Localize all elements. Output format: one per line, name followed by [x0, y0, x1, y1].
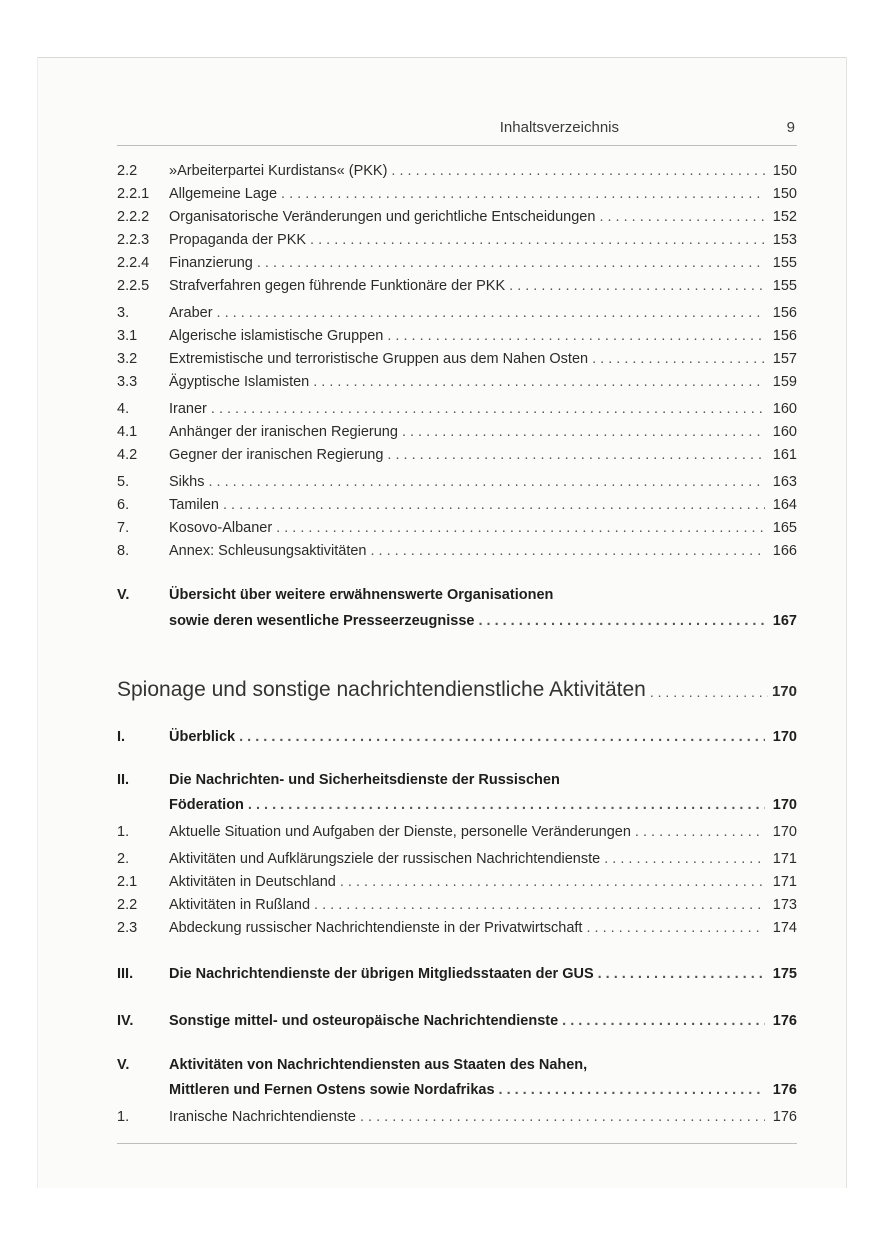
entry-number: 5.: [117, 474, 130, 490]
entry-page: 155: [772, 255, 797, 271]
entry-page: 153: [772, 232, 797, 248]
entry-number: 1.: [117, 1109, 130, 1125]
entry-title: Kosovo-Albaner: [169, 520, 273, 536]
toc-entry[interactable]: [117, 227, 797, 249]
entry-page: 164: [772, 497, 797, 513]
entry-title: Tamilen: [169, 497, 219, 513]
entry-title: Iraner: [169, 401, 207, 417]
toc-entry-part-v[interactable]: [117, 608, 797, 630]
toc-entry[interactable]: [117, 846, 797, 868]
leader-dots: [592, 350, 765, 368]
leader-dots: [314, 896, 765, 914]
leader-dots: [586, 919, 765, 937]
entry-number: 2.: [117, 851, 130, 867]
toc-entry[interactable]: [117, 538, 797, 560]
toc-entry[interactable]: [117, 323, 797, 345]
entry-number: 3.1: [117, 328, 138, 344]
entry-title: Allgemeine Lage: [169, 186, 278, 202]
entry-page: 176: [772, 1109, 797, 1125]
entry-number: 1.: [117, 824, 130, 840]
leader-dots: [635, 823, 765, 841]
part-title: Die Nachrichtendienste der übrigen Mitgliedsstaaten der GUS: [169, 966, 594, 982]
toc-entry[interactable]: [117, 204, 797, 226]
entry-title: Extremistische und terroristische Gruppen aus dem Nahen Osten: [169, 351, 589, 367]
entry-number: 3.3: [117, 374, 138, 390]
leader-dots: [402, 423, 765, 441]
part-number: II.: [117, 772, 130, 788]
entry-title: Anhänger der iranischen Regierung: [169, 424, 398, 440]
toc-entry[interactable]: [117, 181, 797, 203]
header-page-number: 9: [786, 119, 795, 136]
part-number: I.: [117, 729, 126, 745]
entry-page: 170: [772, 824, 797, 840]
entry-page: 171: [772, 874, 797, 890]
leader-dots: [276, 519, 765, 537]
toc-entry[interactable]: [117, 300, 797, 322]
entry-page: 157: [772, 351, 797, 367]
part-title-line2: Föderation: [169, 797, 244, 813]
entry-page: 163: [772, 474, 797, 490]
toc-entry[interactable]: [117, 396, 797, 418]
toc-entry[interactable]: [117, 469, 797, 491]
leader-dots: [360, 1108, 765, 1126]
part-title-line2: sowie deren wesentliche Presseerzeugnisse: [169, 613, 475, 629]
toc-entry[interactable]: [117, 515, 797, 537]
entry-title: »Arbeiterpartei Kurdistans« (PKK): [169, 163, 388, 179]
toc-entry-part-i[interactable]: [117, 724, 797, 746]
leader-dots: [223, 496, 765, 514]
entry-title: Abdeckung russischer Nachrichtendienste in der Privatwirtschaft: [169, 920, 583, 936]
entry-number: 3.2: [117, 351, 138, 367]
header-rule: [117, 145, 797, 146]
entry-page: 176: [772, 1082, 797, 1098]
entry-number: 2.2.3: [117, 232, 150, 248]
toc-entry-part-ii[interactable]: [117, 792, 797, 814]
entry-title: Iranische Nachrichtendienste: [169, 1109, 356, 1125]
toc-entry[interactable]: [117, 158, 797, 180]
entry-page: 171: [772, 851, 797, 867]
leader-dots: [208, 473, 765, 491]
entry-page: 152: [772, 209, 797, 225]
part-number: IV.: [117, 1013, 134, 1029]
entry-page: 155: [772, 278, 797, 294]
leader-dots: [313, 373, 765, 391]
entry-page: 165: [772, 520, 797, 536]
entry-number: 2.2: [117, 163, 138, 179]
leader-dots: [598, 965, 765, 983]
leader-dots: [387, 327, 765, 345]
leader-dots: [562, 1012, 765, 1030]
entry-page: 160: [772, 424, 797, 440]
leader-dots: [499, 1081, 765, 1099]
entry-page: 166: [772, 543, 797, 559]
section-title: Spionage und sonstige nachrichtendienstliche Aktivitäten: [117, 678, 646, 701]
toc-entry-part-v[interactable]: [117, 1077, 797, 1099]
leader-dots: [650, 682, 768, 702]
entry-title: Gegner der iranischen Regierung: [169, 447, 384, 463]
toc-entry[interactable]: [117, 819, 797, 841]
entry-title: Organisatorische Veränderungen und gerichtliche Entscheidungen: [169, 209, 596, 225]
leader-dots: [509, 277, 765, 295]
leader-dots: [217, 304, 765, 322]
entry-title: Aktivitäten in Deutschland: [169, 874, 336, 890]
section-page: 170: [771, 683, 797, 700]
entry-page: 170: [772, 797, 797, 813]
entry-number: 2.2.1: [117, 186, 150, 202]
entry-page: 159: [772, 374, 797, 390]
toc-entry[interactable]: [117, 492, 797, 514]
entry-number: 2.1: [117, 874, 138, 890]
leader-dots: [371, 542, 766, 560]
toc-entry[interactable]: [117, 892, 797, 914]
part-number: V.: [117, 1057, 130, 1073]
entry-number: 3.: [117, 305, 130, 321]
part-title-line1: Die Nachrichten- und Sicherheitsdienste der Russischen: [169, 772, 560, 788]
entry-number: 2.2: [117, 897, 138, 913]
part-title: Überblick: [169, 729, 236, 745]
running-header: [117, 119, 797, 143]
entry-page: 173: [772, 897, 797, 913]
toc-entry[interactable]: [117, 273, 797, 295]
leader-dots: [599, 208, 765, 226]
entry-number: 2.2.4: [117, 255, 150, 271]
entry-number: 2.2.2: [117, 209, 150, 225]
leader-dots: [248, 796, 765, 814]
entry-page: 150: [772, 163, 797, 179]
entry-page: 176: [772, 1013, 797, 1029]
entry-page: 150: [772, 186, 797, 202]
section-heading[interactable]: [117, 672, 797, 702]
leader-dots: [391, 162, 765, 180]
entry-number: 7.: [117, 520, 130, 536]
entry-number: 4.: [117, 401, 130, 417]
leader-dots: [340, 873, 765, 891]
entry-page: 174: [772, 920, 797, 936]
entry-number: 8.: [117, 543, 130, 559]
part-number: V.: [117, 587, 130, 603]
entry-title: Propaganda der PKK: [169, 232, 307, 248]
entry-title: Araber: [169, 305, 213, 321]
entry-title: Ägyptische Islamisten: [169, 374, 310, 390]
leader-dots: [310, 231, 765, 249]
entry-title: Aktivitäten und Aufklärungsziele der russischen Nachrichtendienste: [169, 851, 601, 867]
part-title-line1: Übersicht über weitere erwähnenswerte Organisationen: [169, 587, 554, 603]
toc-entry[interactable]: [117, 1104, 797, 1126]
entry-title: Annex: Schleusungsaktivitäten: [169, 543, 367, 559]
entry-title: Aktuelle Situation und Aufgaben der Dienste, personelle Veränderungen: [169, 824, 631, 840]
toc-entry[interactable]: [117, 346, 797, 368]
entry-page: 156: [772, 328, 797, 344]
toc-entry-part-iv[interactable]: [117, 1008, 797, 1030]
entry-page: 175: [772, 966, 797, 982]
leader-dots: [604, 850, 765, 868]
part-title: Sonstige mittel- und osteuropäische Nachrichtendienste: [169, 1013, 559, 1029]
entry-page: 170: [772, 729, 797, 745]
leader-dots: [387, 446, 765, 464]
leader-dots: [211, 400, 765, 418]
entry-page: 167: [772, 613, 797, 629]
header-title: Inhaltsverzeichnis: [499, 119, 619, 136]
leader-dots: [281, 185, 765, 203]
entry-number: 4.2: [117, 447, 138, 463]
toc-entry[interactable]: [117, 442, 797, 464]
part-title-line2: Mittleren und Fernen Ostens sowie Nordafrikas: [169, 1082, 495, 1098]
entry-number: 2.2.5: [117, 278, 150, 294]
toc-entry[interactable]: [117, 250, 797, 272]
leader-dots: [257, 254, 765, 272]
leader-dots: [239, 728, 765, 746]
entry-title: Algerische islamistische Gruppen: [169, 328, 384, 344]
entry-number: 2.3: [117, 920, 138, 936]
leader-dots: [478, 612, 765, 630]
entry-number: 4.1: [117, 424, 138, 440]
entry-title: Sikhs: [169, 474, 205, 490]
footer-rule: [117, 1143, 797, 1144]
entry-title: Strafverfahren gegen führende Funktionäre der PKK: [169, 278, 506, 294]
entry-page: 161: [772, 447, 797, 463]
toc-entry[interactable]: [117, 369, 797, 391]
entry-number: 6.: [117, 497, 130, 513]
toc-entry[interactable]: [117, 869, 797, 891]
part-number: III.: [117, 966, 134, 982]
entry-title: Finanzierung: [169, 255, 253, 271]
entry-page: 156: [772, 305, 797, 321]
entry-page: 160: [772, 401, 797, 417]
toc-entry-part-iii[interactable]: [117, 961, 797, 983]
toc-entry[interactable]: [117, 915, 797, 937]
toc-entry[interactable]: [117, 419, 797, 441]
entry-title: Aktivitäten in Rußland: [169, 897, 311, 913]
part-title-line1: Aktivitäten von Nachrichtendiensten aus Staaten des Nahen,: [169, 1057, 588, 1073]
